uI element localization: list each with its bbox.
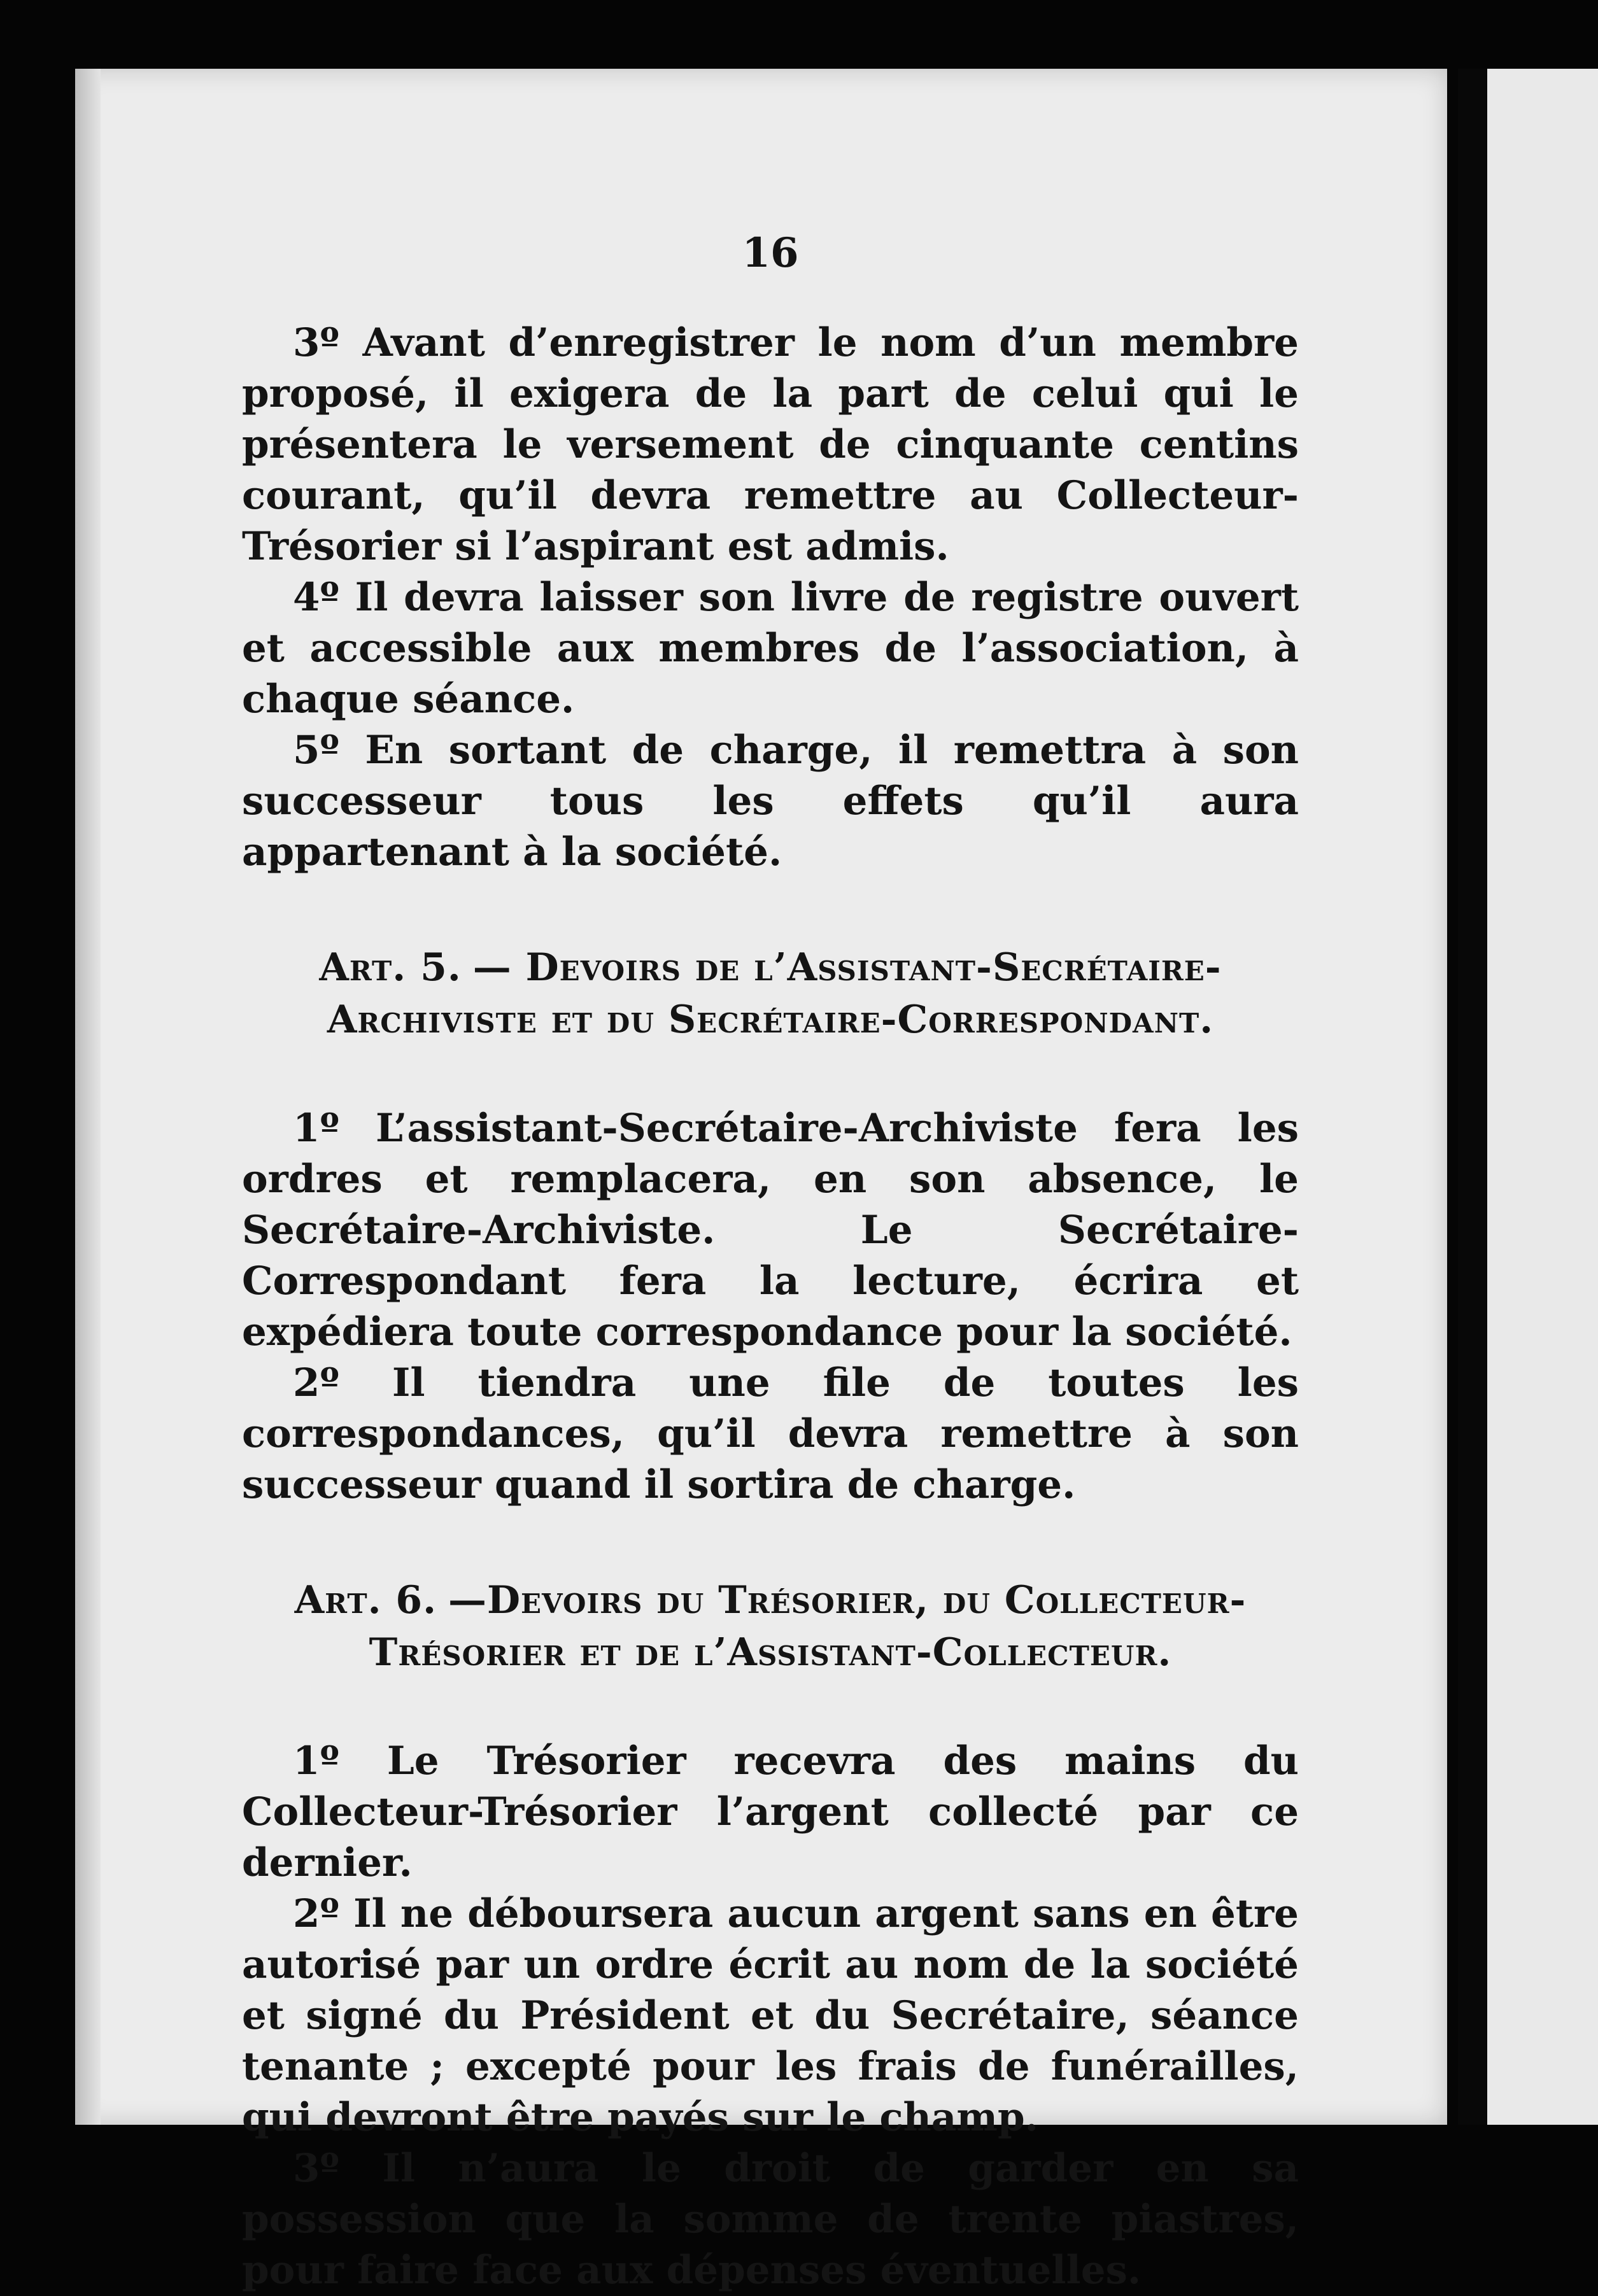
paragraph: 3º Il n’aura le droit de garder en sa possession que la somme de trente piastres, pour faire face aux dépenses éventuelles. (242, 2146, 1299, 2293)
paragraph: 3º Avant d’enregistrer le nom d’un membre proposé, il exigera de la part de celui qui le présentera le versement de cinquante centins courant, qu’il devra remettre au Collecteur-Trésorier si l’aspirant est admis. (242, 320, 1299, 569)
paragraph: 1º Le Trésorier recevra des mains du Collecteur-Trésorier l’argent collecté par ce dernier. (242, 1738, 1299, 1885)
article-6-heading (242, 1574, 1299, 1679)
article-5-title: — Devoirs de l’Assistant-Secrétaire-Archiviste et du Secrétaire-Correspondant. (327, 945, 1222, 1042)
paragraph: 2º Il ne déboursera aucun argent sans en être autorisé par un ordre écrit au nom de la société et signé du Président et du Secrétaire, séance tenante ; excepté pour les frais de funérailles, qui devront être payés sur le champ. (242, 1891, 1299, 2140)
adjacent-page-edge (1458, 69, 1598, 2125)
paragraph: 4º Il devra laisser son livre de registre ouvert et accessible aux membres de l’association, à chaque séance. (242, 575, 1299, 722)
article-5-heading (242, 941, 1299, 1046)
article-6-number: Art. 6. (294, 1578, 437, 1623)
article-6-title: —Devoirs du Trésorier, du Collecteur-Trésorier et de l’Assistant-Collecteur. (369, 1578, 1247, 1675)
page-edge (75, 69, 101, 2125)
page-content (242, 229, 1299, 2296)
paragraph: 2º Il tiendra une file de toutes les correspondances, qu’il devra remettre à son successeur quand il sortira de charge. (242, 1360, 1299, 1507)
article-5-number: Art. 5. (319, 945, 462, 990)
paragraph: 5º En sortant de charge, il remettra à son successeur tous les effets qu’il aura appartenant à la société. (242, 728, 1299, 875)
page-number: 16 (742, 229, 799, 277)
paragraph: 1º L’assistant-Secrétaire-Archiviste fera les ordres et remplacera, en son absence, le Secrétaire-Archiviste. Le Secrétaire-Correspondant fera la lecture, écrira et expédiera toute correspondance pour la société. (242, 1106, 1299, 1355)
